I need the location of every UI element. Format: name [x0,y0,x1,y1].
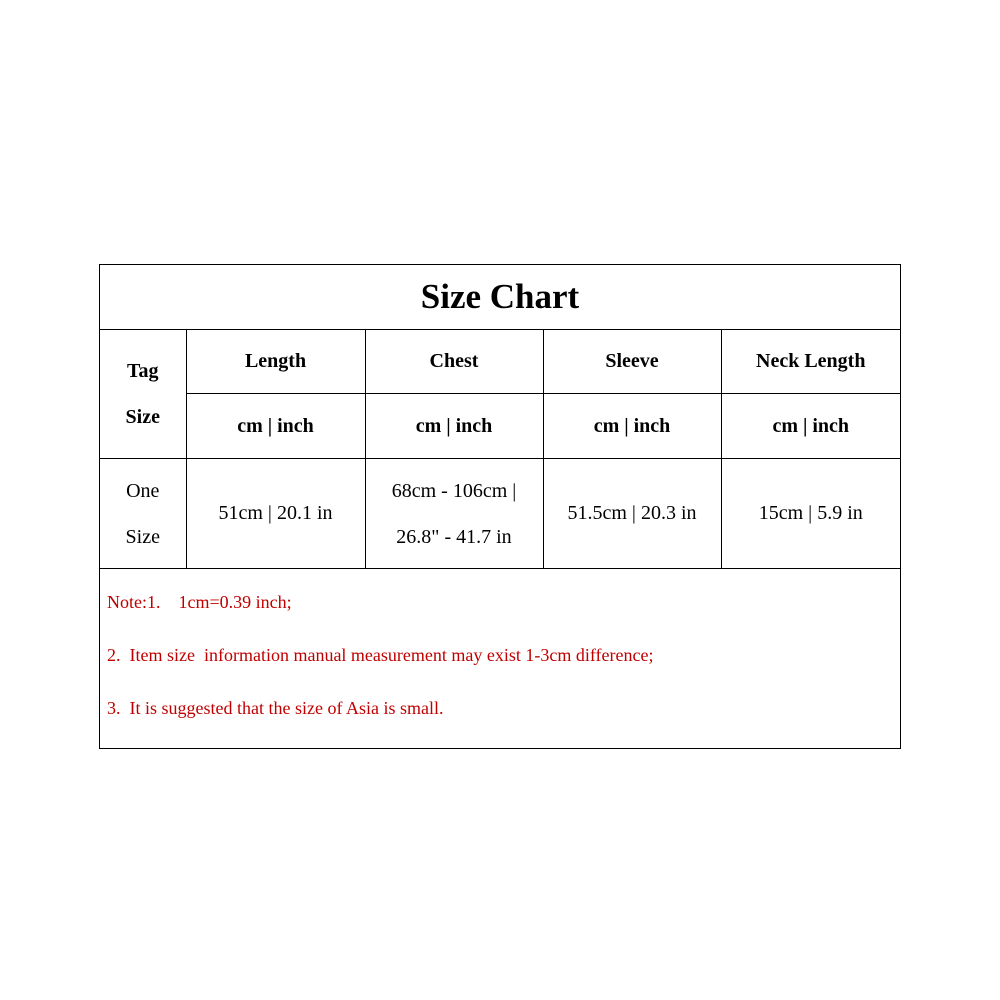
length-header: Length [186,330,365,394]
size-cell [100,459,186,569]
neck-value: 15cm | 5.9 in [721,459,900,569]
neck-length-header: Neck Length [721,330,900,394]
chest-unit: cm | inch [365,394,543,459]
size-label: Size [125,406,160,428]
table-row [100,459,900,569]
tag-size-header [100,330,186,459]
chart-title: Size Chart [100,265,900,330]
chest-cm: 68cm - 106cm | [391,479,517,502]
sleeve-header: Sleeve [543,330,721,394]
size-table [100,330,900,569]
sleeve-value: 51.5cm | 20.3 in [543,459,721,569]
size-size: Size [125,525,160,548]
chest-value [365,459,543,569]
size-chart [99,264,901,749]
note-2: 2. Item size information manual measurement may exist 1-3cm difference; [107,645,654,665]
unit-row [100,394,900,459]
tag-label: Tag [126,360,159,382]
sleeve-unit: cm | inch [543,394,721,459]
notes-section [100,571,900,748]
header-row [100,330,900,394]
chest-inch: 26.8" - 41.7 in [396,525,512,548]
size-one: One [126,479,160,502]
note-1: Note:1. 1cm=0.39 inch; [107,592,292,612]
length-value: 51cm | 20.1 in [186,459,365,569]
chest-header: Chest [365,330,543,394]
note-3: 3. It is suggested that the size of Asia is small. [107,698,444,718]
neck-unit: cm | inch [721,394,900,459]
length-unit: cm | inch [186,394,365,459]
